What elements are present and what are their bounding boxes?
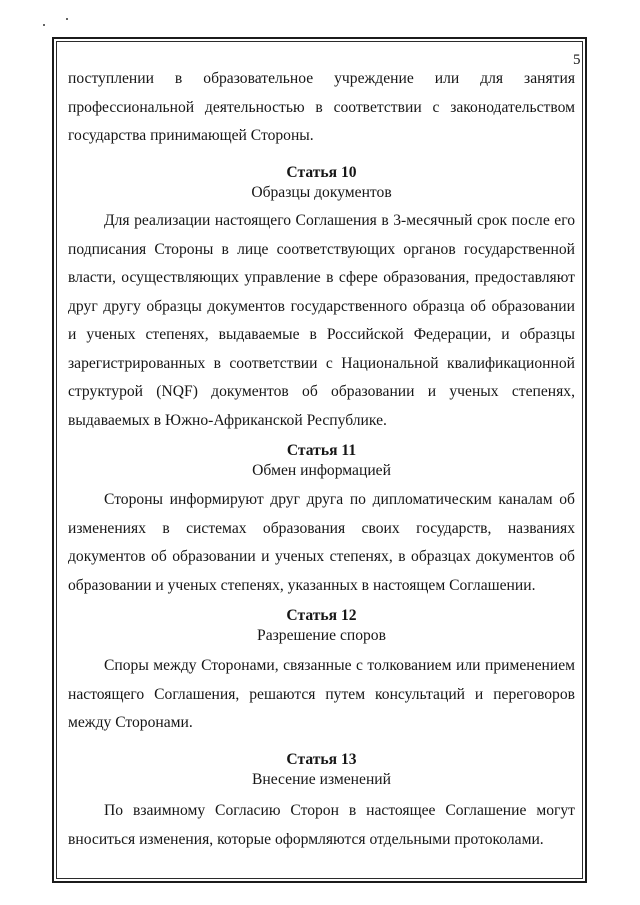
intro-paragraph-block [68, 65, 575, 151]
article-number: Статья 12 [286, 607, 357, 624]
article-13-heading [68, 750, 575, 790]
article-10-heading [68, 163, 575, 203]
article-paragraph: По взаимному Согласию Сторон в настоящее Соглашение могут вноситься изменения, которые оформляются отдельными протоколами. [68, 802, 575, 848]
article-13-body [68, 797, 575, 854]
article-paragraph: Стороны информируют друг друга по дипломатическим каналам об изменениях в системах образования своих государств, названиях документов об образовании и ученых степенях, в образцах документов об образовании и ученых степенях, указанных в настоящем Соглашении. [68, 491, 575, 594]
page-number: 5 [573, 52, 581, 68]
intro-paragraph: поступлении в образовательное учреждение или для занятия профессиональной деятельностью в соответствии с законодательством государства принимающей Стороны. [68, 70, 575, 144]
article-number: Статья 10 [286, 164, 357, 181]
article-12-body [68, 652, 575, 738]
article-paragraph: Для реализации настоящего Соглашения в 3-месячный срок после его подписания Стороны в лице соответствующих органов государственной власти, осуществляющих управление в сфере образования, предоставляют друг другу образцы документов государственного образца об образовании и ученых степенях, выдаваемые в Российской Федерации, и образцы зарегистрированных в соответствии с Национальной квалификационной структурой (NQF) документов об образовании и ученых степенях, выдаваемых в Южно-Африканской Республике. [68, 212, 575, 429]
article-paragraph: Споры между Сторонами, связанные с толкованием или применением настоящего Соглашения, решаются путем консультаций и переговоров между Сторонами. [68, 657, 575, 731]
article-11-body [68, 486, 575, 600]
article-11-heading [68, 441, 575, 481]
article-title: Обмен информацией [252, 462, 391, 479]
article-number: Статья 11 [286, 442, 357, 459]
article-title: Разрешение споров [257, 627, 386, 644]
article-number: Статья 13 [286, 751, 357, 768]
scan-speck [66, 18, 68, 20]
article-10-body [68, 207, 575, 435]
article-title: Образцы документов [251, 184, 392, 201]
article-title: Внесение изменений [252, 771, 391, 788]
scan-speck [43, 24, 45, 26]
article-12-heading [68, 606, 575, 646]
